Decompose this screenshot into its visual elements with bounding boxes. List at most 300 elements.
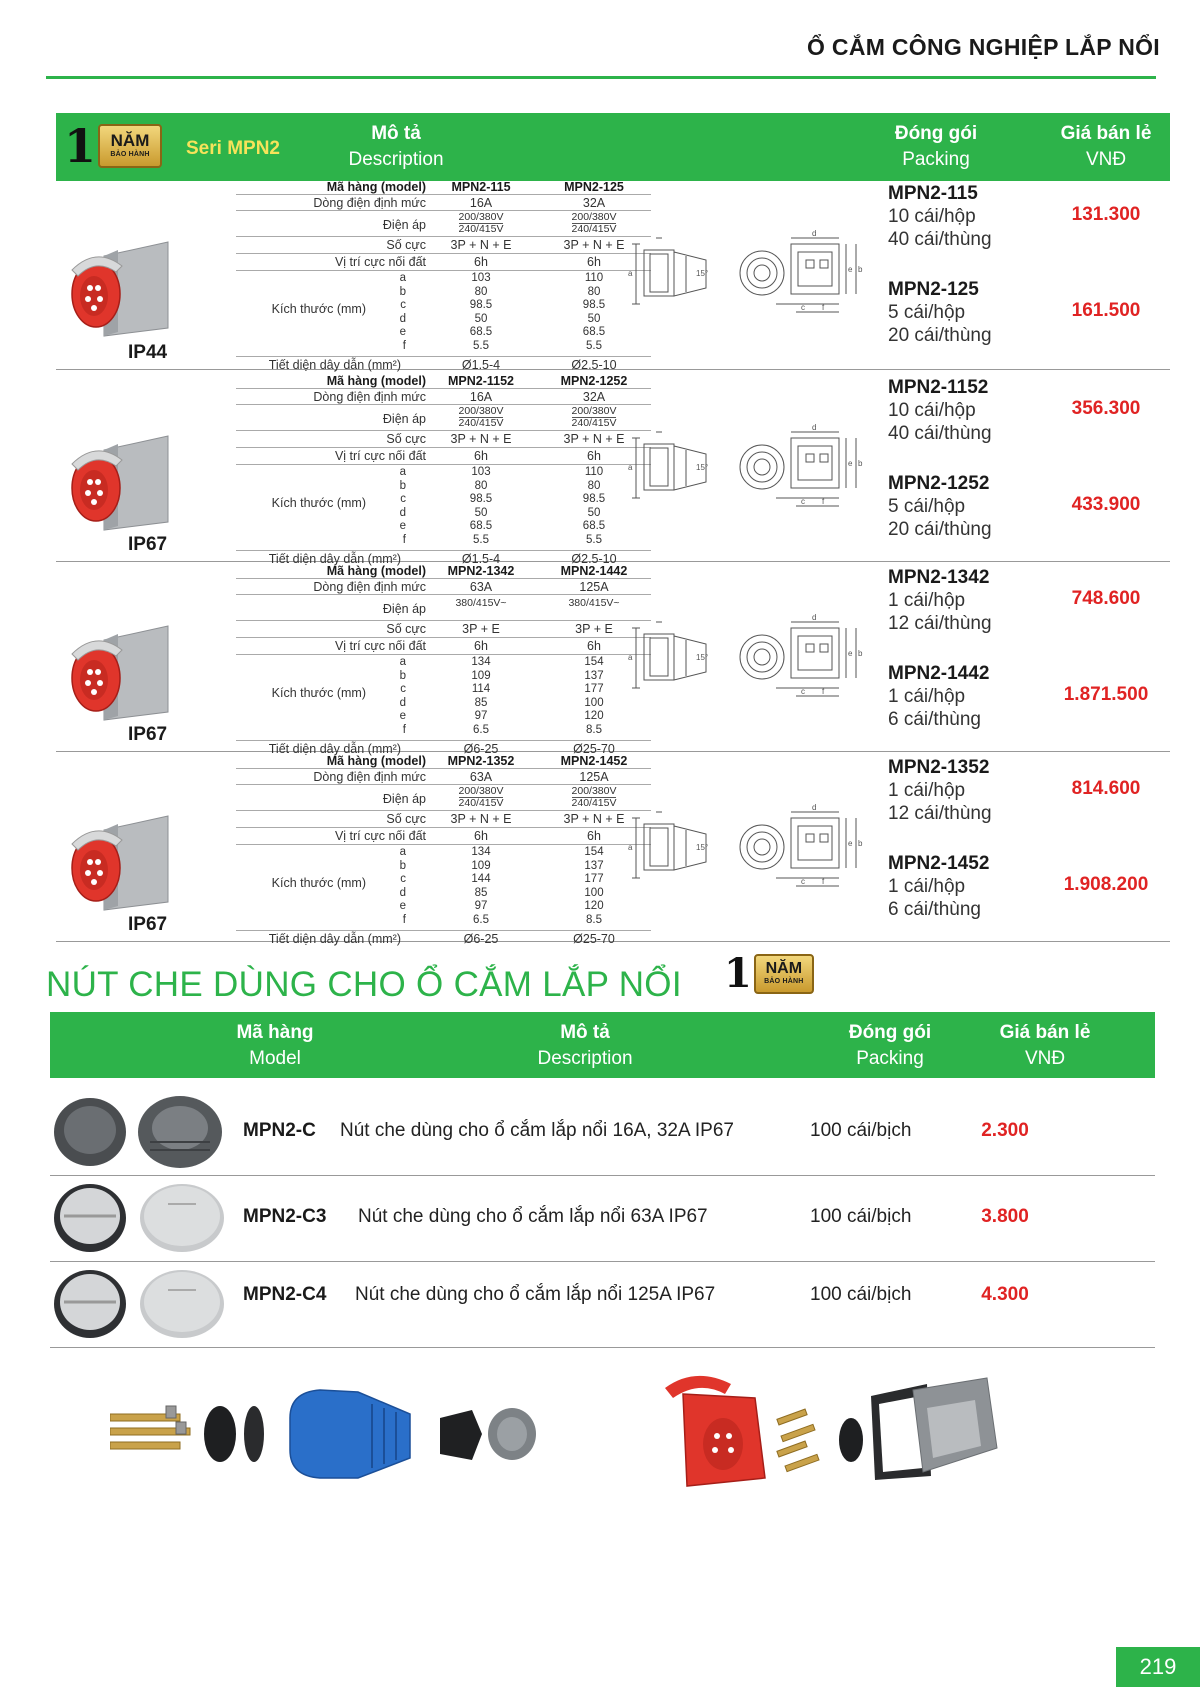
cap-description: Nút che dùng cho ổ cắm lắp nổi 16A, 32A IP67 [340,1120,734,1141]
col-packing-vi: Đóng gói [894,123,978,144]
dim-letter-a: a [628,463,633,472]
spec-voltage-2 [549,598,639,609]
spec-model-2: MPN2-1442 [560,564,628,578]
spec-earth-label: Vị trí cực nối đất [334,255,426,269]
dim-letter-c: c [801,877,805,886]
packing-model-2: MPN2-1252 [888,473,990,494]
spec-dim-letter: b [399,859,406,872]
spec-dim-value-2: 154 [584,656,604,668]
dim-letter-f: f [822,687,825,696]
dim-letter-e: e [848,839,853,848]
spec-dim-value-2: 110 [584,272,604,284]
caps-col-model-en: Model [249,1048,301,1069]
packing-carton-2: 20 cái/thùng [888,325,992,346]
spec-divider [236,578,651,579]
spec-model-2: MPN2-1452 [560,754,628,768]
spec-model-1: MPN2-1152 [447,374,514,388]
spec-dim-value-2: 137 [584,669,604,682]
spec-dim-value-1: 80 [474,479,488,492]
ip-rating-label: IP67 [128,724,168,745]
spec-dim-value-2: 177 [584,683,604,695]
spec-earth-2: 6h [587,449,601,463]
dim-letter-d: d [812,230,817,238]
spec-divider [236,844,651,845]
spec-earth-1: 6h [474,639,488,653]
cap-model: MPN2-C [243,1120,316,1141]
packing-model-1: MPN2-115 [888,183,978,204]
spec-divider [236,194,651,195]
cap-image-light [50,1178,230,1258]
caps-badge-text: BẢO HÀNH [764,978,804,985]
spec-model-2: MPN2-125 [564,180,624,194]
packing-box-1: 10 cái/hộp [888,400,976,421]
spec-dim-value-1: 97 [474,710,488,722]
cap-image-light [50,1264,230,1344]
spec-dim-letter: c [400,493,406,505]
spec-dim-letter: f [402,339,406,352]
ip-rating-label: IP44 [128,342,168,363]
cap-row [50,1262,1155,1348]
spec-dim-letter: a [399,272,406,284]
packing-carton-1: 12 cái/thùng [888,803,992,824]
spec-model-label: Mã hàng (model) [326,180,426,194]
spec-dim-value-1: 68.5 [469,520,493,532]
spec-poles-2: 3P + E [575,622,613,636]
dim-letter-b: b [858,649,863,658]
spec-dim-value-1: 85 [474,886,488,899]
packing-model-1: MPN2-1152 [888,377,989,398]
spec-model-label: Mã hàng (model) [326,374,426,388]
spec-current-2: 32A [582,390,606,404]
packing-block-1 [888,756,992,825]
spec-dim-letter: b [399,285,406,298]
socket-image [56,810,181,920]
spec-dim-letter: c [400,683,406,695]
spec-wire-label: Tiết diện dây dẫn (mm²) [268,358,401,372]
spec-dim-value-1: 6.5 [473,723,489,736]
product-row [56,178,1170,370]
packing-block-2 [888,662,989,731]
cap-packing: 100 cái/bịch [810,1120,912,1141]
dim-letter-a: a [628,843,633,852]
dim-letter-a: a [628,269,633,278]
col-description-en: Description [348,149,444,170]
price-1: 748.600 [1071,588,1141,609]
spec-wire-label: Tiết diện dây dẫn (mm²) [268,552,401,566]
dim-letter-b: b [858,265,863,274]
spec-dim-letter: b [399,669,406,682]
cap-row [50,1090,1155,1176]
warranty-badge-number: 1 [64,119,97,173]
spec-dim-value-2: 120 [584,900,604,912]
dimension-drawing [626,804,866,894]
caps-col-price-vi: Giá bán lẻ [999,1022,1091,1043]
col-packing [876,121,996,173]
spec-current-2: 32A [582,196,606,210]
packing-carton-1: 12 cái/thùng [888,613,992,634]
exploded-plug-image [110,1378,580,1508]
dim-letter-c: c [801,497,805,506]
cap-description: Nút che dùng cho ổ cắm lắp nổi 63A IP67 [358,1206,708,1227]
spec-dim-value-1: 5.5 [473,533,489,546]
spec-current-2: 125A [579,580,609,594]
product-row [56,752,1170,946]
dim-letter-e: e [848,649,853,658]
spec-dim-value-2: 100 [584,886,604,899]
spec-divider [236,356,651,357]
spec-dims-label: Kích thước (mm) [271,496,366,510]
spec-divider [236,550,651,551]
spec-dim-value-1: 109 [471,669,491,682]
price-1: 131.300 [1071,204,1141,225]
spec-dim-letter: e [399,900,406,912]
packing-carton-2: 6 cái/thùng [888,709,981,730]
spec-dim-letter: a [399,846,406,858]
packing-carton-2: 20 cái/thùng [888,519,992,540]
spec-dim-letter: f [402,723,406,736]
price-1: 814.600 [1071,778,1141,799]
caps-col-model-vi: Mã hàng [236,1022,314,1043]
spec-divider [236,447,651,448]
caps-col-packing-vi: Đóng gói [848,1022,932,1043]
spec-dim-value-2: 50 [587,312,601,325]
spec-dim-value-1: 50 [474,506,488,519]
spec-dim-letter: a [399,466,406,478]
dim-letter-e: e [848,265,853,274]
spec-dim-letter: d [399,886,406,899]
spec-dim-value-1: 97 [474,900,488,912]
packing-carton-1: 40 cái/thùng [888,229,992,250]
caps-header-bar [50,1012,1155,1078]
dim-letter-b: b [858,839,863,848]
spec-earth-2: 6h [587,255,601,269]
ip-rating-label: IP67 [128,914,168,935]
spec-wire-2: Ø25-70 [573,742,615,756]
spec-voltage-1-b: 240/415V [458,797,504,809]
spec-earth-2: 6h [587,829,601,843]
spec-voltage-2-a: 200/380V [571,785,617,797]
spec-model-label: Mã hàng (model) [326,754,426,768]
socket-image [56,430,181,540]
spec-current-1: 16A [469,196,493,210]
spec-dim-value-1: 103 [471,272,491,284]
packing-block-2 [888,852,989,921]
dim-letter-e: e [848,459,853,468]
spec-voltage-1 [436,598,526,609]
spec-dims-label: Kích thước (mm) [271,876,366,890]
spec-wire-1: Ø1.5-4 [461,552,501,566]
spec-dim-letter: e [399,520,406,532]
price-2: 1.908.200 [1063,874,1149,895]
packing-block-1 [888,566,992,635]
spec-dim-letter: b [399,479,406,492]
spec-voltage-2-a: 200/380V [571,211,617,223]
spec-voltage-1-a: 200/380V [458,785,504,797]
spec-voltage-1-b: 240/415V [458,223,504,235]
spec-dim-letter: f [402,913,406,926]
product-row [56,562,1170,756]
ip-rating-label: IP67 [128,534,168,555]
spec-voltage-1 [436,786,526,809]
spec-divider [236,810,651,811]
spec-earth-label: Vị trí cực nối đất [334,829,426,843]
dim-letter-d: d [812,614,817,622]
dim-letter-c: c [801,687,805,696]
spec-dim-value-2: 120 [584,710,604,722]
spec-dim-value-1: 114 [471,683,491,695]
dimension-drawing [626,424,866,514]
dim-angle: 15° [696,843,709,852]
price-2: 1.871.500 [1063,684,1149,705]
page-header-title: Ổ CẮM CÔNG NGHIỆP LẮP NỔI [807,34,1160,60]
socket-image [56,620,181,730]
spec-dim-value-2: 80 [587,285,601,298]
spec-dim-value-2: 68.5 [582,326,606,338]
spec-divider [236,236,651,237]
cap-model: MPN2-C4 [243,1284,327,1305]
warranty-badge [64,121,162,171]
col-description-vi: Mô tả [371,123,421,144]
packing-model-2: MPN2-125 [888,279,979,300]
spec-dim-value-2: 68.5 [582,520,606,532]
packing-box-2: 5 cái/hộp [888,496,966,517]
spec-voltage-1-a: 200/380V [458,211,504,223]
spec-dim-value-2: 50 [587,506,601,519]
spec-divider [236,388,651,389]
dim-letter-d: d [812,424,817,432]
packing-model-1: MPN2-1352 [888,757,990,778]
spec-poles-1: 3P + E [462,622,500,636]
spec-dim-letter: e [399,326,406,338]
spec-dim-value-2: 137 [584,859,604,872]
spec-current-1: 63A [469,580,493,594]
spec-dim-letter: e [399,710,406,722]
spec-poles-label: Số cực [386,432,426,446]
socket-image [56,236,181,346]
spec-earth-label: Vị trí cực nối đất [334,449,426,463]
spec-dim-value-2: 98.5 [582,299,606,311]
packing-carton-1: 40 cái/thùng [888,423,992,444]
packing-model-2: MPN2-1452 [888,853,990,874]
spec-dim-value-1: 134 [471,656,491,668]
spec-dim-letter: c [400,873,406,885]
spec-voltage-1-b: 240/415V [458,417,504,429]
spec-dim-value-1: 98.5 [469,299,493,311]
spec-divider [236,430,651,431]
spec-divider [236,637,651,638]
cap-price: 4.300 [981,1284,1029,1305]
spec-wire-1: Ø6-25 [463,932,499,946]
spec-model-1: MPN2-115 [451,180,511,194]
spec-poles-label: Số cực [386,622,426,636]
packing-box-1: 1 cái/hộp [888,780,966,801]
col-packing-en: Packing [902,149,970,170]
spec-poles-1: 3P + N + E [450,238,512,252]
spec-dim-value-2: 8.5 [586,723,602,736]
price-2: 433.900 [1071,494,1141,515]
spec-dims-label: Kích thước (mm) [271,686,366,700]
spec-model-1: MPN2-1342 [447,564,515,578]
warranty-badge-text: BẢO HÀNH [110,151,150,158]
price-1: 356.300 [1071,398,1141,419]
packing-box-2: 5 cái/hộp [888,302,966,323]
spec-divider [236,827,651,828]
col-price [1046,121,1166,173]
spec-dim-letter: c [400,299,406,311]
spec-voltage-1 [436,406,526,429]
spec-poles-1: 3P + N + E [450,432,512,446]
spec-dim-value-1: 6.5 [473,913,489,926]
spec-current-label: Dòng điện định mức [313,196,426,210]
spec-voltage-1 [436,212,526,235]
caps-col-packing [830,1020,950,1072]
caps-col-packing-en: Packing [856,1048,924,1069]
spec-divider [236,594,651,595]
spec-dim-value-2: 5.5 [586,339,602,352]
spec-dim-letter: d [399,696,406,709]
spec-dim-value-2: 177 [584,873,604,885]
cap-price: 3.800 [981,1206,1029,1227]
product-row [56,372,1170,566]
spec-divider [236,740,651,741]
spec-dim-letter: d [399,312,406,325]
spec-poles-1: 3P + N + E [450,812,512,826]
spec-wire-2: Ø2.5-10 [571,552,617,566]
col-price-vi: Giá bán lẻ [1060,123,1152,144]
spec-poles-2: 3P + N + E [563,812,625,826]
spec-model-label: Mã hàng (model) [326,564,426,578]
spec-voltage-2-a: 380/415V~ [568,597,620,609]
spec-current-label: Dòng điện định mức [313,770,426,784]
spec-voltage-label: Điện áp [382,218,426,232]
spec-voltage-2-b: 240/415V [571,797,617,809]
cap-packing: 100 cái/bịch [810,1284,912,1305]
spec-voltage-2-a: 200/380V [571,405,617,417]
dim-letter-c: c [801,303,805,312]
spec-dim-value-2: 80 [587,479,601,492]
spec-dim-value-1: 5.5 [473,339,489,352]
spec-earth-label: Vị trí cực nối đất [334,639,426,653]
spec-dim-value-1: 98.5 [469,493,493,505]
spec-dim-value-1: 103 [471,466,491,478]
spec-dim-letter: a [399,656,406,668]
spec-divider [236,270,651,271]
spec-divider [236,620,651,621]
col-description [326,121,466,173]
caps-col-price-en: VNĐ [1024,1048,1066,1069]
dim-letter-f: f [822,497,825,506]
cap-image-dark [50,1092,230,1172]
caps-warranty-badge [724,952,814,996]
price-2: 161.500 [1071,300,1141,321]
cap-price: 2.300 [981,1120,1029,1141]
spec-wire-label: Tiết diện dây dẫn (mm²) [268,932,401,946]
dim-letter-a: a [628,653,633,662]
spec-current-1: 63A [469,770,493,784]
cap-description: Nút che dùng cho ổ cắm lắp nổi 125A IP67 [355,1284,716,1305]
spec-voltage-label: Điện áp [382,412,426,426]
cap-packing: 100 cái/bịch [810,1206,912,1227]
dim-angle: 15° [696,269,709,278]
spec-voltage-2-b: 240/415V [571,223,617,235]
packing-box-2: 1 cái/hộp [888,876,966,897]
spec-current-1: 16A [469,390,493,404]
caps-col-price [985,1020,1105,1072]
caps-col-description [510,1020,660,1072]
packing-model-2: MPN2-1442 [888,663,990,684]
caps-col-description-en: Description [537,1048,633,1069]
spec-wire-2: Ø2.5-10 [571,358,617,372]
caps-section-title: NÚT CHE DÙNG CHO Ổ CẮM LẮP NỔI [46,965,682,1004]
table-header-bar [56,113,1170,181]
caps-badge-box [754,954,814,994]
spec-dim-letter: f [402,533,406,546]
packing-block-2 [888,278,992,347]
dim-angle: 15° [696,653,709,662]
spec-voltage-label: Điện áp [382,602,426,616]
packing-block-1 [888,182,992,251]
packing-box-1: 10 cái/hộp [888,206,976,227]
dimension-drawing [626,230,866,320]
caps-col-description-vi: Mô tả [560,1022,610,1043]
spec-divider [236,654,651,655]
caps-badge-number: 1 [724,950,752,997]
spec-earth-1: 6h [474,449,488,463]
spec-dim-value-2: 110 [584,466,604,478]
dim-letter-b: b [858,459,863,468]
spec-dim-value-2: 8.5 [586,913,602,926]
spec-divider [236,464,651,465]
page-number: 219 [1116,1647,1200,1687]
spec-wire-1: Ø1.5-4 [461,358,501,372]
cap-row [50,1176,1155,1262]
dim-angle: 15° [696,463,709,472]
spec-voltage-1-a: 380/415V~ [455,597,507,609]
spec-dim-value-2: 154 [584,846,604,858]
warranty-badge-year: NĂM [110,131,150,150]
spec-current-label: Dòng điện định mức [313,390,426,404]
header-rule [46,76,1156,79]
spec-divider [236,253,651,254]
packing-box-2: 1 cái/hộp [888,686,966,707]
dim-letter-f: f [822,303,825,312]
spec-earth-1: 6h [474,829,488,843]
spec-dims-label: Kích thước (mm) [271,302,366,316]
spec-dim-value-1: 68.5 [469,326,493,338]
spec-dim-value-1: 109 [471,859,491,872]
spec-voltage-2-b: 240/415V [571,417,617,429]
spec-divider [236,930,651,931]
spec-poles-label: Số cực [386,238,426,252]
spec-current-2: 125A [579,770,609,784]
series-label: Seri MPN2 [186,138,280,159]
col-price-en: VNĐ [1085,149,1127,170]
cap-model: MPN2-C3 [243,1206,327,1227]
packing-block-2 [888,472,992,541]
spec-wire-label: Tiết diện dây dẫn (mm²) [268,742,401,756]
spec-current-label: Dòng điện định mức [313,580,426,594]
caps-col-model [215,1020,335,1072]
packing-block-1 [888,376,992,445]
spec-model-1: MPN2-1352 [447,754,515,768]
caps-badge-year: NĂM [765,960,803,977]
dim-letter-f: f [822,877,825,886]
warranty-badge-box [98,124,162,168]
spec-poles-2: 3P + N + E [563,432,625,446]
spec-voltage-label: Điện áp [382,792,426,806]
packing-model-1: MPN2-1342 [888,567,990,588]
packing-carton-2: 6 cái/thùng [888,899,981,920]
